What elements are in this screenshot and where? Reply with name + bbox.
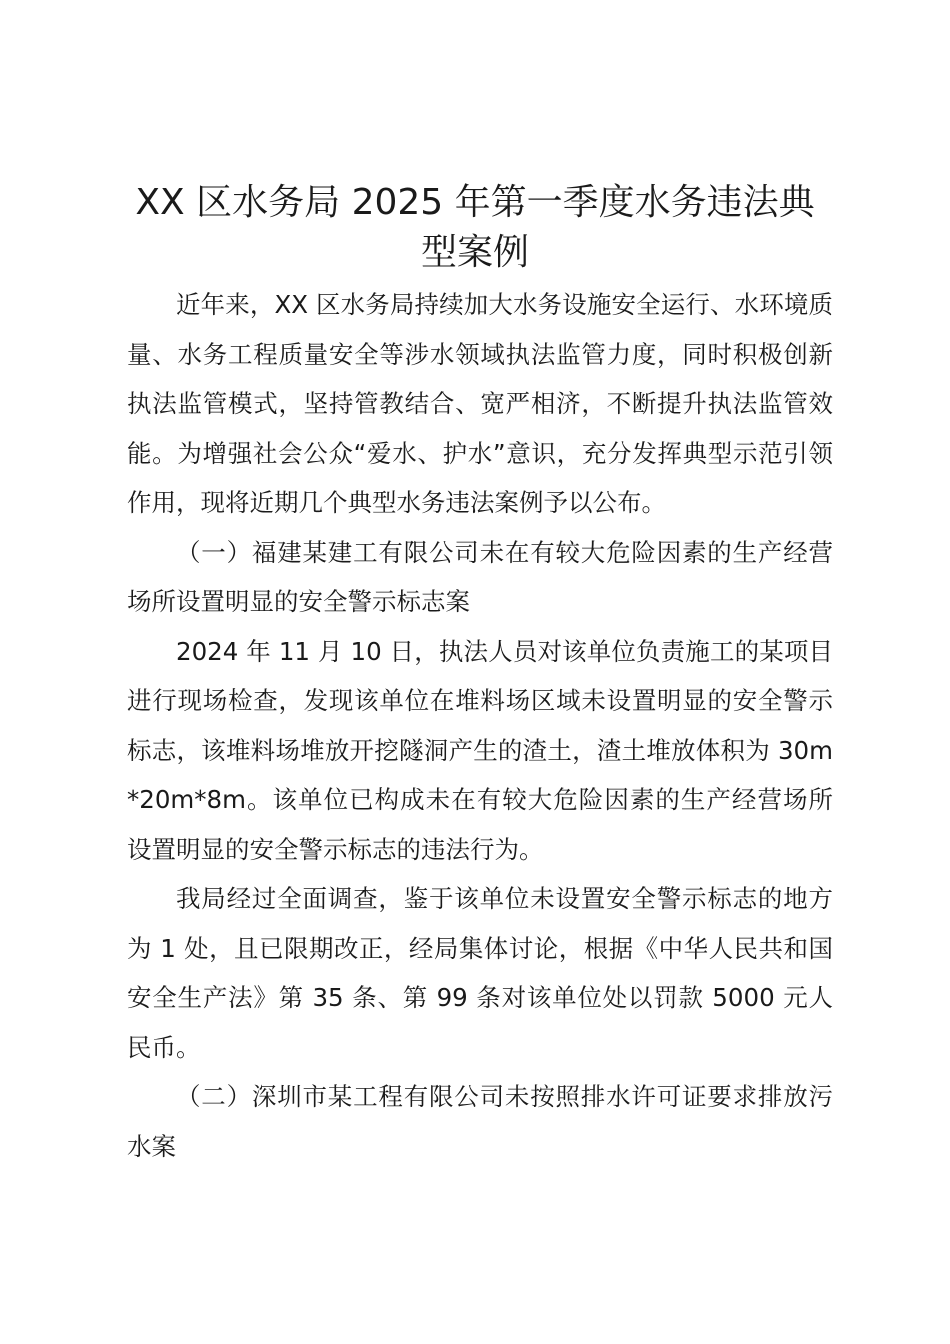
paragraph-intro: 近年来，XX 区水务局持续加大水务设施安全运行、水环境质量、水务工程质量安全等涉水领域执法监管力度，同时积极创新执法监管模式，坚持管教结合、宽严相济，不断提升执法监管效能。为增强社会公众“爱水、护水”意识，充分发挥典型示范引领作用，现将近期几个典型水务违法案例予以公布。 — [127, 290, 833, 517]
document-body — [127, 280, 833, 1171]
document-title: XX 区水务局 2025 年第一季度水务违法典型案例 — [135, 182, 815, 273]
case-1-heading: （一）福建某建工有限公司未在有较大危险因素的生产经营场所设置明显的安全警示标志案 — [127, 537, 833, 616]
case-1-penalty: 我局经过全面调查，鉴于该单位未设置安全警示标志的地方为 1 处，且已限期改正，经局集体讨论，根据《中华人民共和国安全生产法》第 35 条、第 99 条对该单位处以罚款 5000 元人民币。 — [127, 884, 833, 1062]
case-1-facts: 2024 年 11 月 10 日，执法人员对该单位负责施工的某项目进行现场检查，发现该单位在堆料场区域未设置明显的安全警示标志，该堆料场堆放开挖隧洞产生的渣土，渣土堆放体积为 30m*20m*8m。该单位已构成未在有较大危险因素的生产经营场所设置明显的安全警示标志的违法行为。 — [127, 636, 833, 864]
case-2-heading: （二）深圳市某工程有限公司未按照排水许可证要求排放污水案 — [127, 1082, 833, 1161]
